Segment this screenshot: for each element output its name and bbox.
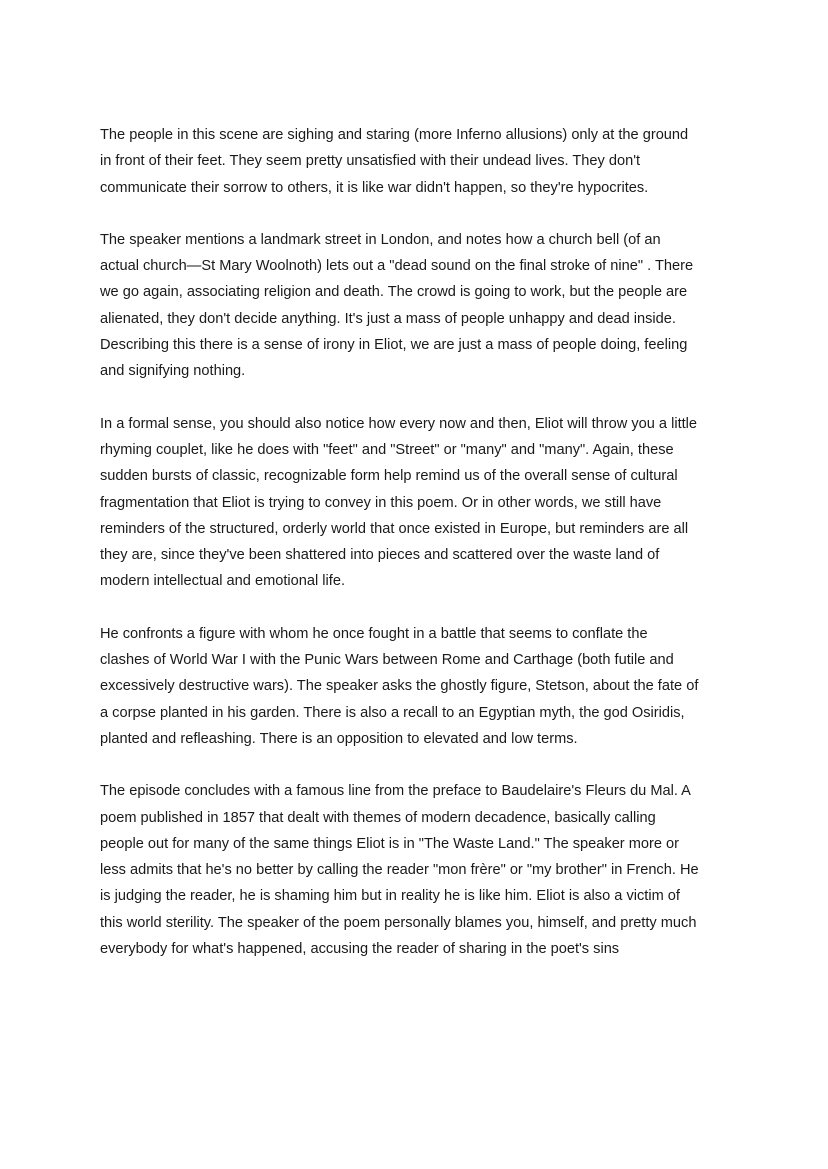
text-line: communicate their sorrow to others, it is like war didn't happen, so they're hypocrites.	[100, 179, 649, 196]
text-line: reminders of the structured, orderly world that once existed in Europe, but reminders are all	[100, 520, 689, 537]
paragraph-5	[100, 778, 740, 962]
text-line: a corpse planted in his garden. There is also a recall to an Egyptian myth, the god Osiridis,	[100, 704, 685, 721]
text-line: fragmentation that Eliot is trying to convey in this poem. Or in other words, we still have	[100, 494, 662, 511]
text-line: sudden bursts of classic, recognizable form help remind us of the overall sense of cultural	[100, 468, 678, 485]
paragraph-2	[100, 227, 740, 385]
text-line: people out for many of the same things Eliot is in "The Waste Land." The speaker more or	[100, 835, 680, 852]
text-line: poem published in 1857 that dealt with themes of modern decadence, basically calling	[100, 809, 656, 826]
text-line: In a formal sense, you should also notice how every now and then, Eliot will throw you a little	[100, 415, 698, 432]
text-line: planted and refleashing. There is an opposition to elevated and low terms.	[100, 730, 578, 747]
text-line: less admits that he's no better by calling the reader "mon frère" or "my brother" in French. He	[100, 862, 699, 879]
text-line: this world sterility. The speaker of the poem personally blames you, himself, and pretty much	[100, 914, 697, 931]
text-line: modern intellectual and emotional life.	[100, 573, 345, 590]
text-line: clashes of World War I with the Punic Wars between Rome and Carthage (both futile and	[100, 652, 674, 669]
paragraph-3	[100, 411, 740, 595]
text-line: Describing this there is a sense of irony in Eliot, we are just a mass of people doing, feeling	[100, 337, 688, 354]
text-line: we go again, associating religion and death. The crowd is going to work, but the people are	[100, 284, 688, 301]
text-line: everybody for what's happened, accusing the reader of sharing in the poet's sins	[100, 941, 620, 958]
text-line: He confronts a figure with whom he once fought in a battle that seems to conflate the	[100, 625, 648, 642]
paragraph-1	[100, 122, 740, 201]
text-line: The people in this scene are sighing and staring (more Inferno allusions) only at the ground	[100, 127, 689, 143]
text-line: rhyming couplet, like he does with "feet" and "Street" or "many" and "many". Again, these	[100, 441, 674, 458]
text-line: in front of their feet. They seem pretty unsatisfied with their undead lives. They don't	[100, 153, 641, 170]
text-line: alienated, they don't decide anything. It's just a mass of people unhappy and dead inside.	[100, 310, 676, 327]
text-line: The episode concludes with a famous line from the preface to Baudelaire's Fleurs du Mal. A	[100, 783, 691, 800]
text-line: they are, since they've been shattered into pieces and scattered over the waste land of	[100, 547, 660, 564]
document-body	[100, 122, 740, 988]
text-line: The speaker mentions a landmark street in London, and notes how a church bell (of an	[100, 231, 661, 248]
paragraph-4	[100, 621, 740, 752]
text-line: is judging the reader, he is shaming him but in reality he is like him. Eliot is also a victim of	[100, 888, 680, 905]
text-line: excessively destructive wars). The speaker asks the ghostly figure, Stetson, about the fate of	[100, 678, 699, 695]
text-line: and signifying nothing.	[100, 363, 246, 380]
text-line: actual church—St Mary Woolnoth) lets out a "dead sound on the final stroke of nine" . There	[100, 258, 694, 275]
